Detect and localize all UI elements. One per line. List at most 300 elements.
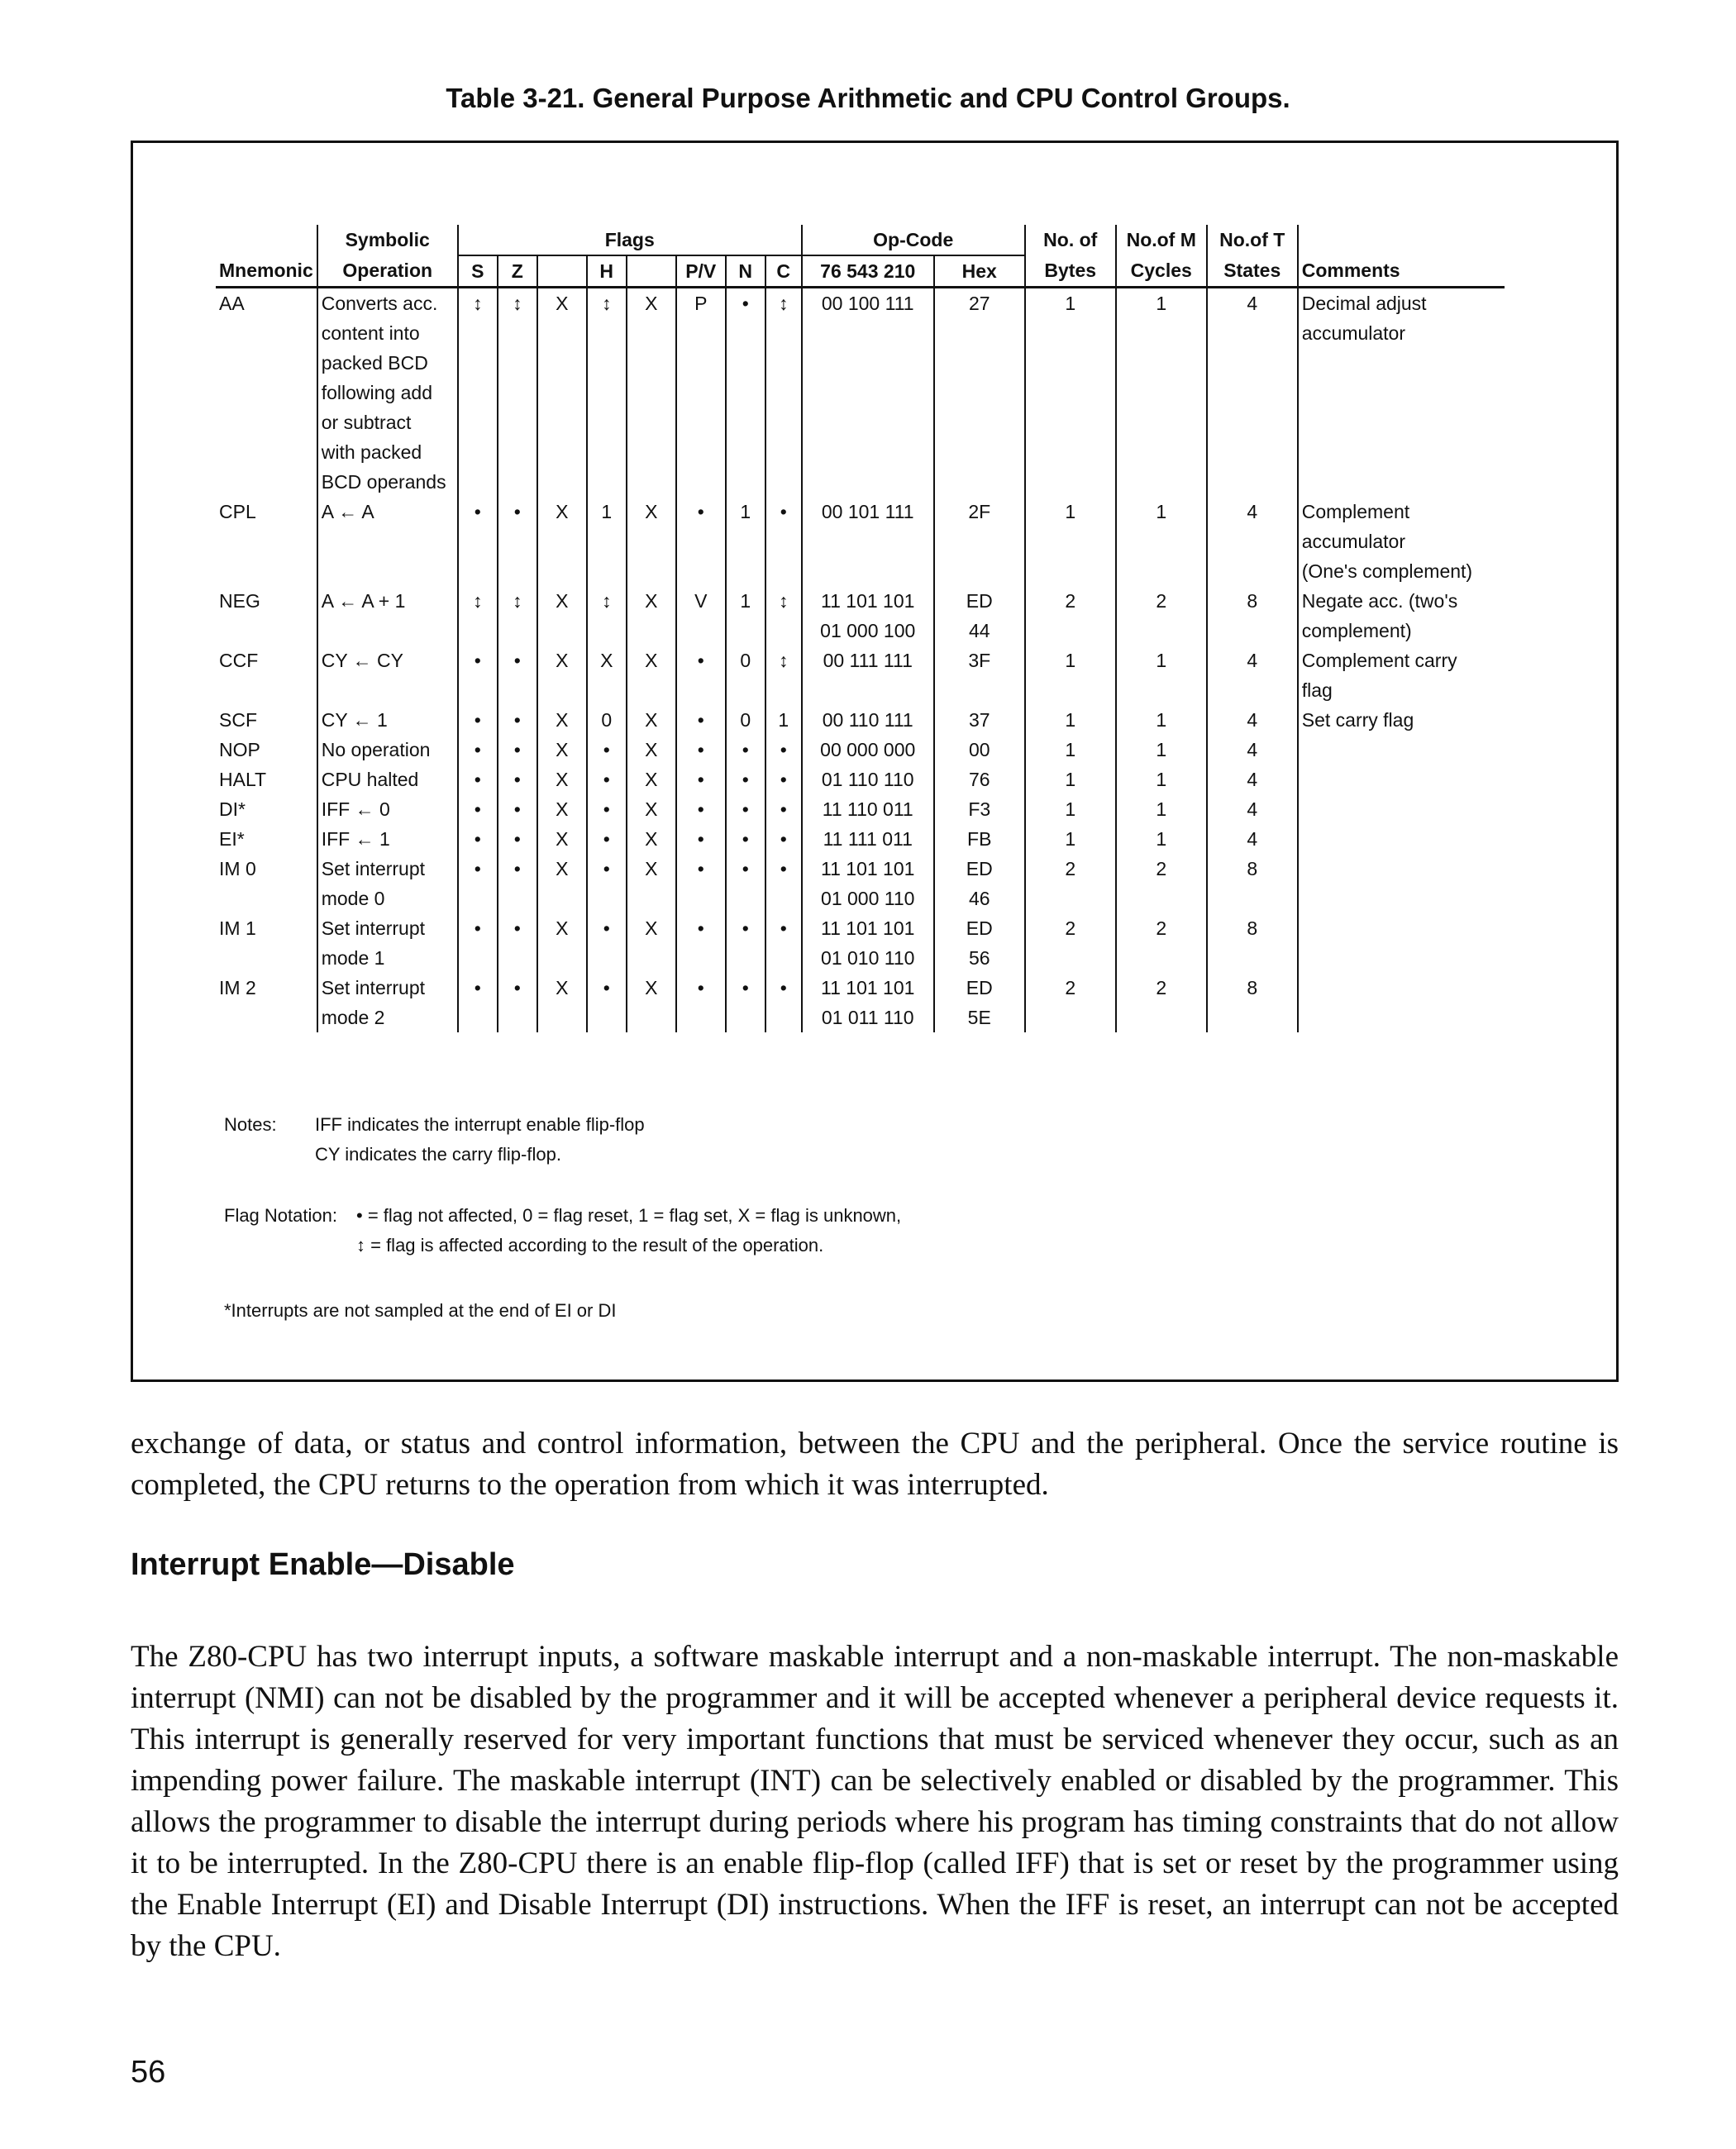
cell-flag-h: • — [587, 854, 627, 884]
flag-notation — [224, 1201, 901, 1260]
cell-operation: with packed — [317, 437, 458, 467]
cell-opcode-bits — [802, 556, 934, 586]
cell-flag-s: ↕ — [458, 586, 498, 616]
cell-hex: F3 — [934, 794, 1025, 824]
cell-flag-pv: • — [676, 705, 726, 735]
cell-flag-blank — [627, 378, 676, 407]
cell-states — [1207, 467, 1298, 497]
cell-hex: 00 — [934, 735, 1025, 765]
cell-operation: Converts acc. — [317, 288, 458, 319]
header-comments: Comments — [1298, 255, 1505, 288]
header-opcode: Op-Code — [802, 225, 1025, 255]
opcode-table — [216, 225, 1505, 1032]
cell-flag-h — [587, 1003, 627, 1032]
cell-flag-pv — [676, 943, 726, 973]
cell-flag-c — [765, 467, 802, 497]
cell-operation: Set interrupt — [317, 913, 458, 943]
cell-flag-pv — [676, 1003, 726, 1032]
cell-states: 4 — [1207, 646, 1298, 675]
cell-flag-s — [458, 556, 498, 586]
cell-cycles — [1116, 616, 1207, 646]
cell-opcode-bits: 11 111 011 — [802, 824, 934, 854]
cell-bytes: 1 — [1025, 794, 1116, 824]
cell-flag-blank: X — [627, 794, 676, 824]
cell-flag-pv — [676, 437, 726, 467]
cell-comments — [1298, 854, 1505, 884]
cell-hex — [934, 527, 1025, 556]
cell-flag-pv: • — [676, 646, 726, 675]
cell-comments: complement) — [1298, 616, 1505, 646]
cell-opcode-bits: 11 110 011 — [802, 794, 934, 824]
cell-operation: content into — [317, 318, 458, 348]
cell-cycles — [1116, 348, 1207, 378]
cell-states — [1207, 1003, 1298, 1032]
cell-operation: mode 0 — [317, 884, 458, 913]
cell-mnemonic: AA — [219, 293, 245, 314]
cell-flag-s — [458, 1003, 498, 1032]
cell-cycles — [1116, 884, 1207, 913]
cell-mnemonic — [216, 407, 317, 437]
cell-comments — [1298, 437, 1505, 467]
header-cycles-top: No.of M — [1116, 225, 1207, 255]
cell-flag-n: • — [726, 913, 765, 943]
cell-bytes: 2 — [1025, 973, 1116, 1003]
cell-cycles — [1116, 318, 1207, 348]
cell-flag-n — [726, 407, 765, 437]
cell-operation: following add — [317, 378, 458, 407]
cell-flag-blank — [537, 616, 587, 646]
cell-flag-s — [458, 527, 498, 556]
cell-comments — [1298, 348, 1505, 378]
cell-mnemonic: IM 1 — [219, 917, 256, 939]
cell-bytes: 1 — [1025, 824, 1116, 854]
cell-bytes: 1 — [1025, 705, 1116, 735]
cell-states — [1207, 556, 1298, 586]
cell-flag-n — [726, 348, 765, 378]
cell-flag-c: ↕ — [765, 288, 802, 319]
cell-flag-n — [726, 437, 765, 467]
paragraph-text: exchange of data, or status and control information, between the CPU and the peripheral. Once the service routine is completed, the CPU returns to the operation from which it was interrupted. — [131, 1427, 1619, 1502]
cell-bytes — [1025, 943, 1116, 973]
cell-flag-s — [458, 348, 498, 378]
cell-flag-c — [765, 1003, 802, 1032]
cell-comments: accumulator — [1298, 318, 1505, 348]
header-opcode-bits: 76 543 210 — [802, 255, 934, 288]
cell-flag-s: • — [458, 497, 498, 527]
cell-flag-blank — [537, 437, 587, 467]
paragraph-text: The Z80-CPU has two interrupt inputs, a software maskable interrupt and a non-maskable interrupt. The non-maskable interrupt (NMI) can not be disabled by the programmer and it will be accepted whenever a peripheral device requests it. This interrupt is generally reserved for very important functions that must be serviced whenever they occur, such as an impending power failure. The maskable interrupt (INT) can be selectively enabled or disabled by the programmer. This allows the programmer to disable the interrupt during periods where his program has timing constraints that do not allow it to be interrupted. In the Z80-CPU there is an enable flip-flop (called IFF) that is set or reset by the programmer using the Enable Interrupt (EI) and Disable Interrupt (DI) instructions. When the IFF is reset, an interrupt can not be accepted by the CPU. — [131, 1640, 1619, 1963]
cell-states: 4 — [1207, 794, 1298, 824]
cell-mnemonic — [216, 437, 317, 467]
cell-hex: FB — [934, 824, 1025, 854]
cell-flag-z: ↕ — [498, 586, 537, 616]
table-row — [216, 824, 1505, 854]
cell-flag-blank — [537, 348, 587, 378]
cell-cycles: 2 — [1116, 854, 1207, 884]
cell-operation: CY ← CY — [317, 646, 458, 675]
cell-flag-blank — [537, 943, 587, 973]
cell-mnemonic: CCF — [219, 650, 259, 671]
cell-flag-n: • — [726, 973, 765, 1003]
cell-hex: ED — [934, 973, 1025, 1003]
cell-cycles — [1116, 378, 1207, 407]
cell-flag-n: • — [726, 824, 765, 854]
cell-flag-c: ↕ — [765, 646, 802, 675]
cell-flag-blank: X — [537, 646, 587, 675]
cell-flag-z — [498, 675, 537, 705]
cell-flag-blank — [537, 527, 587, 556]
cell-flag-n: 0 — [726, 705, 765, 735]
cell-flag-n: • — [726, 288, 765, 319]
cell-states: 4 — [1207, 765, 1298, 794]
cell-flag-blank — [537, 318, 587, 348]
cell-flag-blank: X — [537, 705, 587, 735]
cell-flag-n: 0 — [726, 646, 765, 675]
cell-cycles: 1 — [1116, 497, 1207, 527]
cell-flag-z — [498, 556, 537, 586]
header-flag-n: N — [726, 255, 765, 288]
cell-comments: Complement — [1298, 497, 1505, 527]
header-bytes-top: No. of — [1025, 225, 1116, 255]
cell-comments: accumulator — [1298, 527, 1505, 556]
cell-flag-z — [498, 616, 537, 646]
table-row — [216, 467, 1505, 497]
cell-bytes: 1 — [1025, 765, 1116, 794]
cell-flag-s — [458, 467, 498, 497]
cell-flag-h: • — [587, 794, 627, 824]
table-row — [216, 1003, 1505, 1032]
cell-flag-pv: • — [676, 765, 726, 794]
cell-flag-h: ↕ — [587, 288, 627, 319]
cell-states: 4 — [1207, 497, 1298, 527]
page-number: 56 — [131, 2055, 166, 2089]
cell-hex — [934, 556, 1025, 586]
cell-flag-blank — [537, 884, 587, 913]
cell-comments: Decimal adjust — [1298, 288, 1505, 319]
cell-flag-s: • — [458, 735, 498, 765]
cell-flag-s: ↕ — [458, 288, 498, 319]
cell-opcode-bits: 00 100 111 — [802, 288, 934, 319]
cell-bytes — [1025, 437, 1116, 467]
cell-states: 8 — [1207, 854, 1298, 884]
cell-flag-c — [765, 407, 802, 437]
header-bytes: Bytes — [1025, 255, 1116, 288]
cell-flag-s: • — [458, 854, 498, 884]
cell-opcode-bits — [802, 437, 934, 467]
cell-hex: 5E — [934, 1003, 1025, 1032]
cell-bytes — [1025, 556, 1116, 586]
cell-bytes: 2 — [1025, 854, 1116, 884]
cell-comments — [1298, 794, 1505, 824]
cell-flag-pv — [676, 318, 726, 348]
cell-mnemonic — [216, 527, 317, 556]
table-row — [216, 973, 1505, 1003]
cell-operation — [317, 527, 458, 556]
cell-states: 4 — [1207, 288, 1298, 319]
cell-hex: 27 — [934, 288, 1025, 319]
cell-operation: CPU halted — [317, 765, 458, 794]
cell-hex: 37 — [934, 705, 1025, 735]
cell-flag-h — [587, 378, 627, 407]
cell-flag-blank: X — [537, 824, 587, 854]
cell-states: 4 — [1207, 824, 1298, 854]
cell-flag-z — [498, 527, 537, 556]
cell-flag-z: • — [498, 765, 537, 794]
cell-flag-blank: X — [537, 735, 587, 765]
cell-comments — [1298, 884, 1505, 913]
cell-flag-blank: X — [627, 824, 676, 854]
cell-comments — [1298, 735, 1505, 765]
cell-bytes — [1025, 527, 1116, 556]
section-heading: Interrupt Enable—Disable — [131, 1547, 515, 1582]
cell-flag-s: • — [458, 705, 498, 735]
cell-flag-c: ↕ — [765, 586, 802, 616]
cell-flag-z — [498, 348, 537, 378]
cell-mnemonic: SCF — [219, 709, 257, 731]
cell-operation: mode 2 — [317, 1003, 458, 1032]
cell-flag-blank — [537, 556, 587, 586]
cell-cycles — [1116, 1003, 1207, 1032]
cell-flag-pv — [676, 407, 726, 437]
cell-flag-c: • — [765, 854, 802, 884]
cell-cycles: 1 — [1116, 794, 1207, 824]
cell-cycles: 1 — [1116, 824, 1207, 854]
cell-opcode-bits — [802, 348, 934, 378]
note-line: CY indicates the carry flip-flop. — [315, 1144, 561, 1165]
cell-flag-s — [458, 616, 498, 646]
cell-flag-pv — [676, 348, 726, 378]
table-row — [216, 378, 1505, 407]
cell-hex — [934, 467, 1025, 497]
cell-flag-blank: X — [537, 973, 587, 1003]
cell-comments — [1298, 378, 1505, 407]
cell-flag-s — [458, 675, 498, 705]
paragraph-continuation — [131, 1423, 1619, 1506]
cell-flag-blank — [537, 407, 587, 437]
cell-states — [1207, 348, 1298, 378]
cell-flag-pv: • — [676, 913, 726, 943]
cell-operation: BCD operands — [317, 467, 458, 497]
cell-hex: ED — [934, 913, 1025, 943]
cell-opcode-bits: 11 101 101 — [802, 973, 934, 1003]
cell-states — [1207, 527, 1298, 556]
cell-cycles — [1116, 437, 1207, 467]
table-row — [216, 884, 1505, 913]
cell-mnemonic — [216, 675, 317, 705]
cell-cycles — [1116, 943, 1207, 973]
cell-states — [1207, 884, 1298, 913]
cell-flag-c — [765, 616, 802, 646]
cell-hex: 46 — [934, 884, 1025, 913]
cell-flag-pv: • — [676, 973, 726, 1003]
table-row — [216, 705, 1505, 735]
cell-opcode-bits: 01 000 100 — [802, 616, 934, 646]
header-flags: Flags — [458, 225, 802, 255]
cell-flag-h: • — [587, 973, 627, 1003]
cell-hex — [934, 675, 1025, 705]
cell-flag-c — [765, 556, 802, 586]
table-row — [216, 765, 1505, 794]
flag-notation-line: • = flag not affected, 0 = flag reset, 1 = flag set, X = flag is unknown, — [356, 1205, 902, 1226]
cell-opcode-bits — [802, 407, 934, 437]
cell-states — [1207, 675, 1298, 705]
cell-flag-h: ↕ — [587, 586, 627, 616]
header-flag-c: C — [765, 255, 802, 288]
cell-opcode-bits — [802, 467, 934, 497]
cell-flag-h: • — [587, 735, 627, 765]
table-row — [216, 646, 1505, 675]
cell-flag-blank: X — [537, 288, 587, 319]
cell-opcode-bits — [802, 675, 934, 705]
cell-flag-pv — [676, 675, 726, 705]
cell-operation: packed BCD — [317, 348, 458, 378]
cell-mnemonic: NEG — [219, 590, 260, 612]
cell-cycles: 2 — [1116, 913, 1207, 943]
table-row — [216, 556, 1505, 586]
table-row — [216, 854, 1505, 884]
cell-mnemonic: HALT — [219, 769, 267, 790]
cell-flag-h — [587, 675, 627, 705]
cell-flag-blank: X — [627, 854, 676, 884]
cell-flag-n — [726, 675, 765, 705]
cell-cycles: 1 — [1116, 705, 1207, 735]
cell-comments — [1298, 943, 1505, 973]
cell-flag-s — [458, 407, 498, 437]
cell-flag-blank — [537, 378, 587, 407]
cell-mnemonic: EI* — [219, 828, 245, 850]
cell-flag-pv — [676, 467, 726, 497]
cell-mnemonic — [216, 884, 317, 913]
cell-flag-n — [726, 318, 765, 348]
cell-flag-h: 1 — [587, 497, 627, 527]
table-row — [216, 407, 1505, 437]
cell-flag-n — [726, 1003, 765, 1032]
cell-states — [1207, 616, 1298, 646]
cell-opcode-bits — [802, 527, 934, 556]
cell-flag-z: ↕ — [498, 288, 537, 319]
header-hex: Hex — [934, 255, 1025, 288]
table-body — [216, 288, 1505, 1033]
cell-states: 8 — [1207, 586, 1298, 616]
cell-flag-pv: V — [676, 586, 726, 616]
cell-flag-h: • — [587, 913, 627, 943]
cell-flag-n: • — [726, 765, 765, 794]
cell-flag-n: • — [726, 854, 765, 884]
cell-states: 8 — [1207, 913, 1298, 943]
cell-opcode-bits: 11 101 101 — [802, 854, 934, 884]
cell-flag-blank: X — [627, 765, 676, 794]
cell-flag-z: • — [498, 705, 537, 735]
cell-cycles: 2 — [1116, 973, 1207, 1003]
cell-flag-c: • — [765, 497, 802, 527]
table-notes — [224, 1110, 645, 1170]
cell-bytes: 1 — [1025, 735, 1116, 765]
cell-flag-c — [765, 884, 802, 913]
cell-flag-z: • — [498, 497, 537, 527]
cell-states — [1207, 318, 1298, 348]
cell-comments — [1298, 407, 1505, 437]
cell-flag-s — [458, 884, 498, 913]
cell-states: 4 — [1207, 735, 1298, 765]
cell-flag-z: • — [498, 646, 537, 675]
note-line: IFF indicates the interrupt enable flip-flop — [315, 1114, 645, 1135]
cell-mnemonic: IM 2 — [219, 977, 256, 998]
flag-notation-line: ↕ = flag is affected according to the result of the operation. — [356, 1235, 824, 1256]
cell-opcode-bits: 11 101 101 — [802, 913, 934, 943]
cell-flag-n — [726, 467, 765, 497]
cell-cycles — [1116, 675, 1207, 705]
cell-cycles: 2 — [1116, 586, 1207, 616]
cell-flag-n: • — [726, 735, 765, 765]
cell-bytes — [1025, 884, 1116, 913]
cell-cycles: 1 — [1116, 288, 1207, 319]
cell-flag-h: 0 — [587, 705, 627, 735]
cell-flag-s: • — [458, 765, 498, 794]
cell-flag-blank — [627, 616, 676, 646]
cell-flag-blank — [537, 675, 587, 705]
cell-flag-pv: • — [676, 824, 726, 854]
header-operation: Operation — [317, 255, 458, 288]
cell-flag-blank: X — [627, 913, 676, 943]
cell-comments: (One's complement) — [1298, 556, 1505, 586]
table-frame — [131, 141, 1619, 1382]
cell-flag-z — [498, 943, 537, 973]
cell-opcode-bits: 00 110 111 — [802, 705, 934, 735]
cell-flag-z — [498, 1003, 537, 1032]
flag-notation-label: Flag Notation: — [224, 1205, 337, 1226]
cell-opcode-bits: 11 101 101 — [802, 586, 934, 616]
table-row — [216, 675, 1505, 705]
cell-opcode-bits: 00 000 000 — [802, 735, 934, 765]
cell-flag-h — [587, 407, 627, 437]
cell-opcode-bits — [802, 318, 934, 348]
cell-opcode-bits: 00 111 111 — [802, 646, 934, 675]
cell-flag-blank: X — [627, 735, 676, 765]
table-title: Table 3-21. General Purpose Arithmetic and CPU Control Groups. — [446, 83, 1290, 113]
cell-flag-c: 1 — [765, 705, 802, 735]
table-row — [216, 794, 1505, 824]
table-row — [216, 735, 1505, 765]
cell-cycles — [1116, 556, 1207, 586]
cell-mnemonic — [216, 467, 317, 497]
cell-flag-z: • — [498, 854, 537, 884]
cell-mnemonic — [216, 348, 317, 378]
cell-cycles: 1 — [1116, 735, 1207, 765]
header-flag-h: H — [587, 255, 627, 288]
cell-flag-n: 1 — [726, 586, 765, 616]
cell-flag-blank: X — [537, 794, 587, 824]
cell-flag-pv — [676, 616, 726, 646]
cell-flag-blank — [627, 943, 676, 973]
cell-flag-pv — [676, 527, 726, 556]
header-flag-blank — [627, 255, 676, 288]
cell-operation: mode 1 — [317, 943, 458, 973]
header-symbolic: Symbolic — [317, 225, 458, 255]
cell-bytes — [1025, 467, 1116, 497]
cell-flag-blank: X — [627, 586, 676, 616]
cell-flag-c — [765, 378, 802, 407]
header-cycles: Cycles — [1116, 255, 1207, 288]
cell-hex — [934, 407, 1025, 437]
cell-mnemonic: NOP — [219, 739, 260, 760]
cell-comments: flag — [1298, 675, 1505, 705]
cell-flag-blank: X — [537, 586, 587, 616]
cell-flag-blank — [627, 1003, 676, 1032]
cell-flag-c — [765, 675, 802, 705]
cell-flag-z — [498, 318, 537, 348]
footnote-text: *Interrupts are not sampled at the end of EI or DI — [224, 1300, 617, 1321]
cell-flag-s: • — [458, 913, 498, 943]
